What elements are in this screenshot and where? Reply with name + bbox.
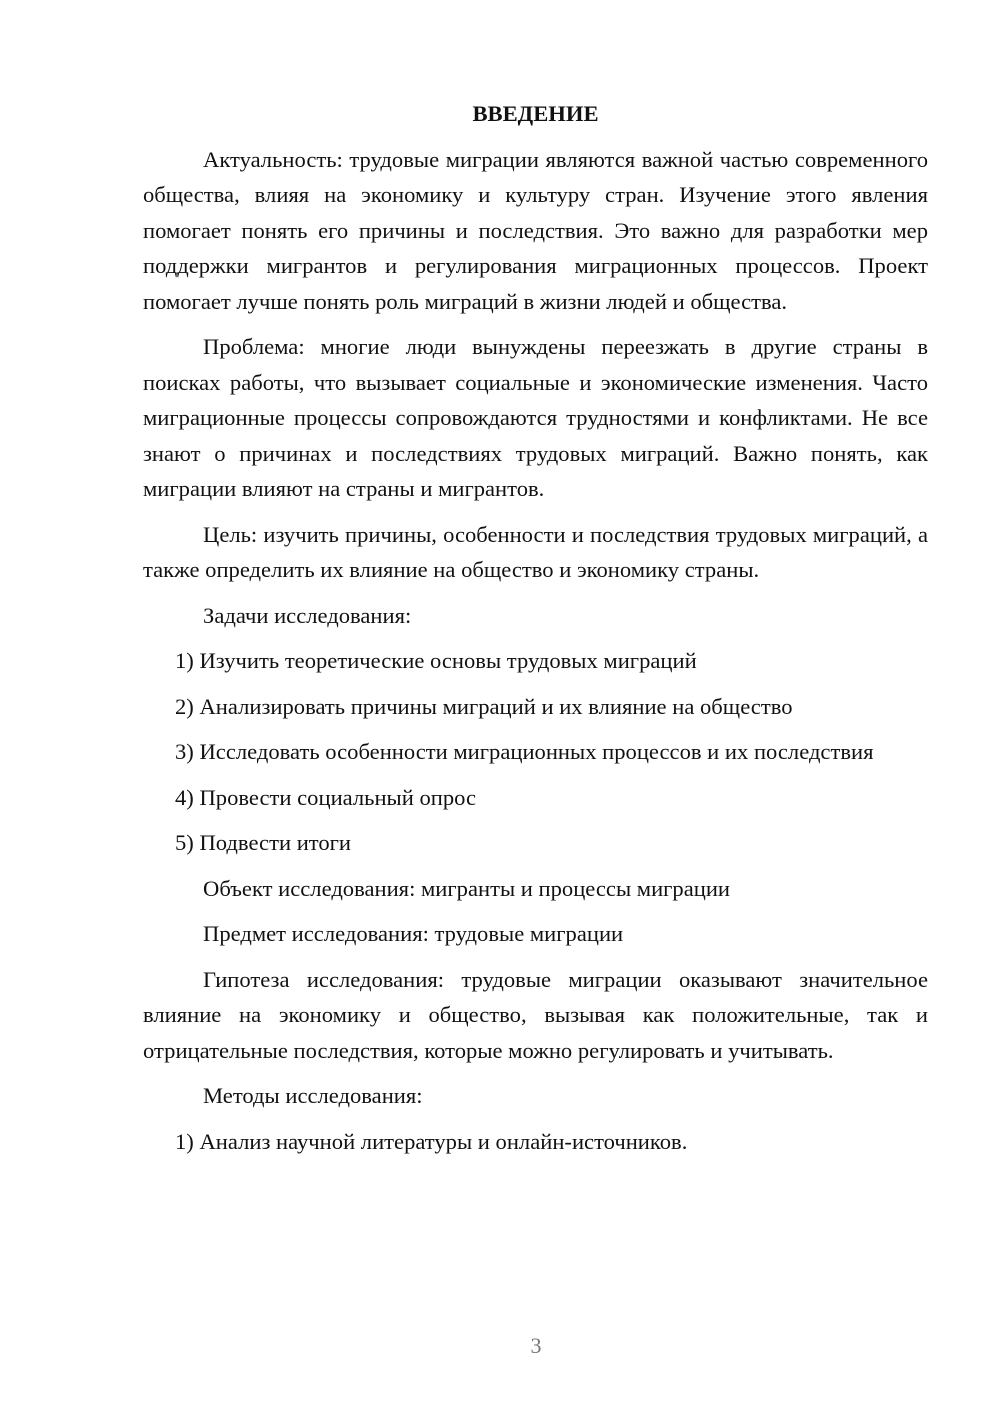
task-item-1: 1) Изучить теоретические основы трудовых миграций	[175, 648, 697, 673]
section-title: ВВЕДЕНИЕ	[472, 101, 599, 126]
subject-paragraph: Предмет исследования: трудовые миграции	[203, 921, 624, 946]
task-item-4: 4) Провести социальный опрос	[175, 784, 477, 810]
tasks-heading: Задачи исследования:	[203, 602, 412, 628]
goal-paragraph: Цель: изучить причины, особенности и последствия трудовых миграций, а также определить их влияние на общество и экономику страны.	[143, 521, 928, 582]
page-number: 3	[530, 1333, 542, 1358]
object-paragraph: Объект исследования: мигранты и процессы миграции	[203, 875, 731, 901]
methods-heading: Методы исследования:	[203, 1083, 423, 1108]
task-item-2: 2) Анализировать причины миграций и их влияние на общество	[175, 693, 793, 719]
method-item-1: 1) Анализ научной литературы и онлайн-источников.	[175, 1128, 688, 1154]
task-item-3: 3) Исследовать особенности миграционных процессов и их последствия	[175, 739, 874, 764]
relevance-paragraph: Актуальность: трудовые миграции являются важной частью современного общества, влияя на экономику и культуру стран. Изучение этого явления помогает понять его причины и последствия. Это важно для разработки мер поддержки мигрантов и регулирования миграционных процессов. Проект помогает лучше понять роль миграций в жизни людей и общества.	[143, 146, 928, 314]
task-item-5: 5) Подвести итоги	[175, 830, 352, 855]
problem-paragraph: Проблема: многие люди вынуждены переезжать в другие страны в поисках работы, что вызывает социальные и экономические изменения. Часто миграционные процессы сопровождаются трудностями и конфликтами. Не все знают о причинах и последствиях трудовых миграций. Важно понять, как миграции влияют на страны и мигрантов.	[143, 334, 928, 501]
hypothesis-paragraph: Гипотеза исследования: трудовые миграции оказывают значительное влияние на экономику и общество, вызывая как положительные, так и отрицательные последствия, которые можно регулировать и учитывать.	[143, 966, 928, 1063]
page-content	[143, 96, 928, 1169]
